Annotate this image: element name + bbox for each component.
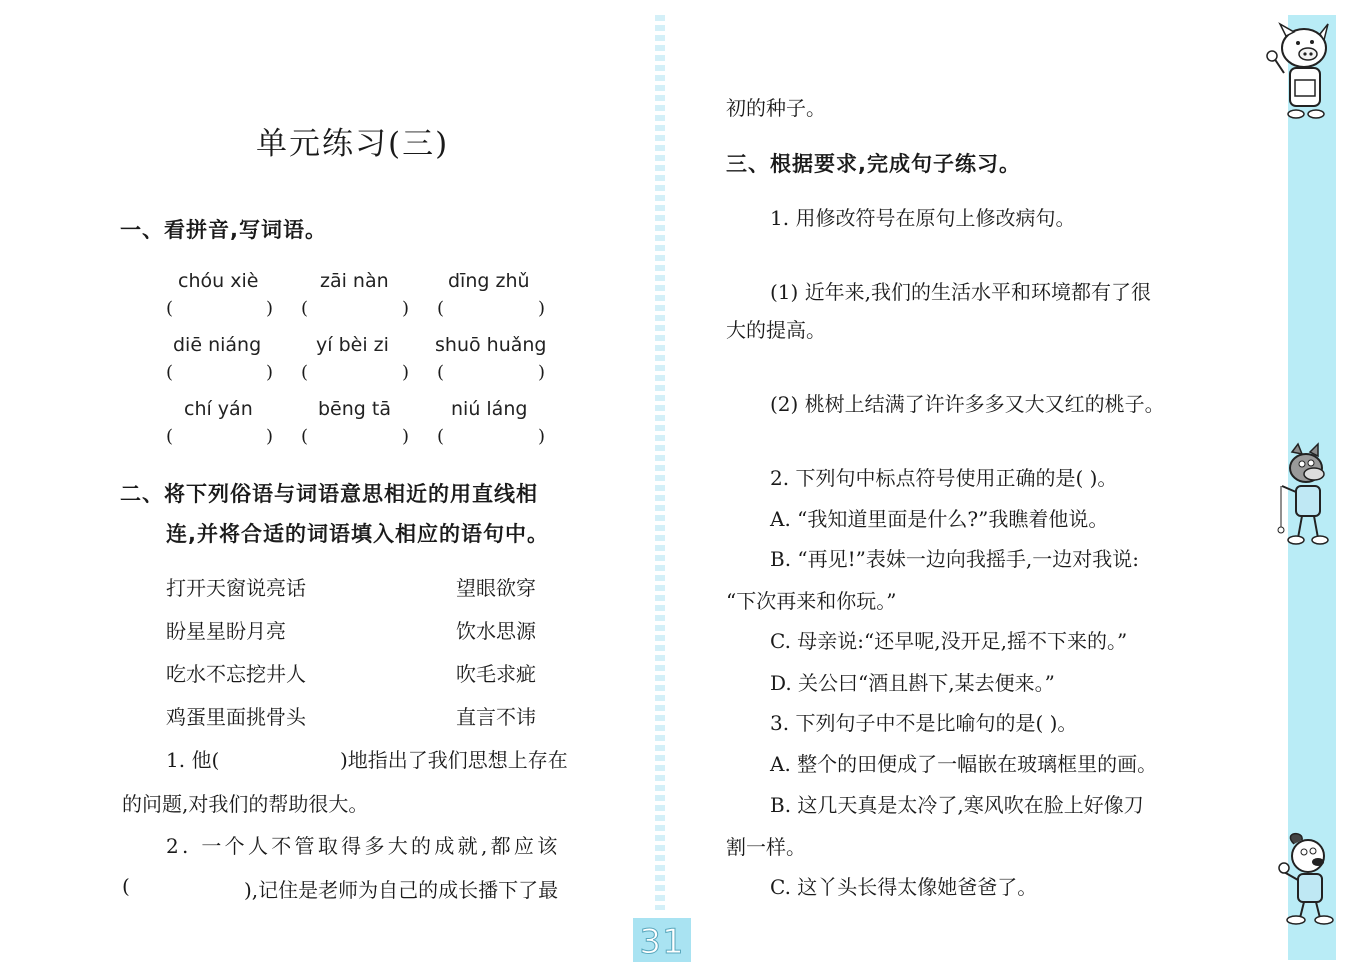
idiom-item: 直言不讳 [456,705,536,729]
answer-blank-close: ) [266,426,274,447]
question-3-option-b-line2: 割一样。 [726,835,806,859]
page-number: 31 [633,918,691,962]
idiom-item: 望眼欲穿 [456,576,536,600]
section-2-heading-line2: 连,并将合适的词语填入相应的语句中。 [166,522,549,546]
section-1-heading: 一、看拼音,写词语。 [120,218,327,242]
idiom-item: 饮水思源 [456,619,536,643]
question-3: 3. 下列句子中不是比喻句的是( )。 [770,711,1078,735]
answer-blank-close: ) [538,362,546,383]
answer-blank-open: ( [166,298,174,319]
question-3-option-a: A. 整个的田便成了一幅嵌在玻璃框里的画。 [770,752,1158,776]
answer-blank-close: ) [402,426,410,447]
answer-blank-open: ( [437,426,445,447]
question-1: 1. 用修改符号在原句上修改病句。 [770,206,1076,230]
question-2-option-c: C. 母亲说:“还早呢,没开足,摇不下来的。” [770,629,1128,653]
fill-blank-1-end: )地指出了我们思想上存在 [340,748,568,772]
fill-blank-1-start: 1. 他( [166,748,220,772]
answer-blank-close: ) [266,298,274,319]
pinyin-item: chí yán [184,398,253,420]
question-2-option-a: A. “我知道里面是什么?”我瞧着他说。 [770,507,1109,531]
answer-blank-close: ) [402,298,410,319]
pinyin-item: yí bèi zi [316,334,389,356]
pinyin-item: zāi nàn [320,270,389,292]
page-title: 单元练习(三) [256,126,450,162]
section-2-heading-line1: 二、将下列俗语与词语意思相近的用直线相 [120,482,538,506]
pinyin-item: chóu xiè [178,270,259,292]
fill-blank-2-start: ( [122,874,130,898]
answer-blank-close: ) [402,362,410,383]
wolf-mascot-illustration [1274,442,1340,548]
continued-text: 初的种子。 [726,96,826,120]
pinyin-item: diē niáng [173,334,262,356]
question-1-1-line2: 大的提高。 [726,318,826,342]
question-2: 2. 下列句中标点符号使用正确的是( )。 [770,466,1118,490]
question-3-option-c: C. 这丫头长得太像她爸爸了。 [770,875,1038,899]
answer-blank-close: ) [538,298,546,319]
pinyin-item: bēng tā [318,398,391,420]
answer-blank-open: ( [301,362,309,383]
saying-item: 鸡蛋里面挑骨头 [166,705,306,729]
pinyin-item: shuō huǎng [435,334,547,356]
dog-mascot-illustration [1274,826,1340,928]
pinyin-item: dīng zhǔ [448,270,530,292]
question-2-option-b-line2: “下次再来和你玩。” [726,589,897,613]
pinyin-item: niú láng [451,398,528,420]
saying-item: 盼星星盼月亮 [166,619,286,643]
question-2-option-b-line1: B. “再见!”表妹一边向我摇手,一边对我说: [770,547,1139,571]
answer-blank-close: ) [266,362,274,383]
book-spine [655,15,665,910]
fill-blank-2-line1: 2. 一个人不管取得多大的成就,都应该 [166,834,561,858]
fill-blank-1-line2: 的问题,对我们的帮助很大。 [122,792,369,816]
pig-mascot-illustration [1262,18,1342,128]
idiom-item: 吹毛求疵 [456,662,536,686]
answer-blank-open: ( [166,362,174,383]
question-3-option-b-line1: B. 这几天真是太冷了,寒风吹在脸上好像刀 [770,793,1144,817]
saying-item: 打开天窗说亮话 [166,576,306,600]
answer-blank-open: ( [166,426,174,447]
question-1-2: (2) 桃树上结满了许许多多又大又红的桃子。 [770,392,1165,416]
saying-item: 吃水不忘挖井人 [166,662,306,686]
question-2-option-d: D. 关公曰“酒且斟下,某去便来。” [770,671,1055,695]
answer-blank-open: ( [437,362,445,383]
fill-blank-2-end: ),记住是老师为自己的成长播下了最 [244,878,559,902]
answer-blank-open: ( [301,298,309,319]
section-3-heading: 三、根据要求,完成句子练习。 [726,152,1021,176]
question-1-1-line1: (1) 近年来,我们的生活水平和环境都有了很 [770,280,1152,304]
answer-blank-open: ( [301,426,309,447]
answer-blank-open: ( [437,298,445,319]
answer-blank-close: ) [538,426,546,447]
